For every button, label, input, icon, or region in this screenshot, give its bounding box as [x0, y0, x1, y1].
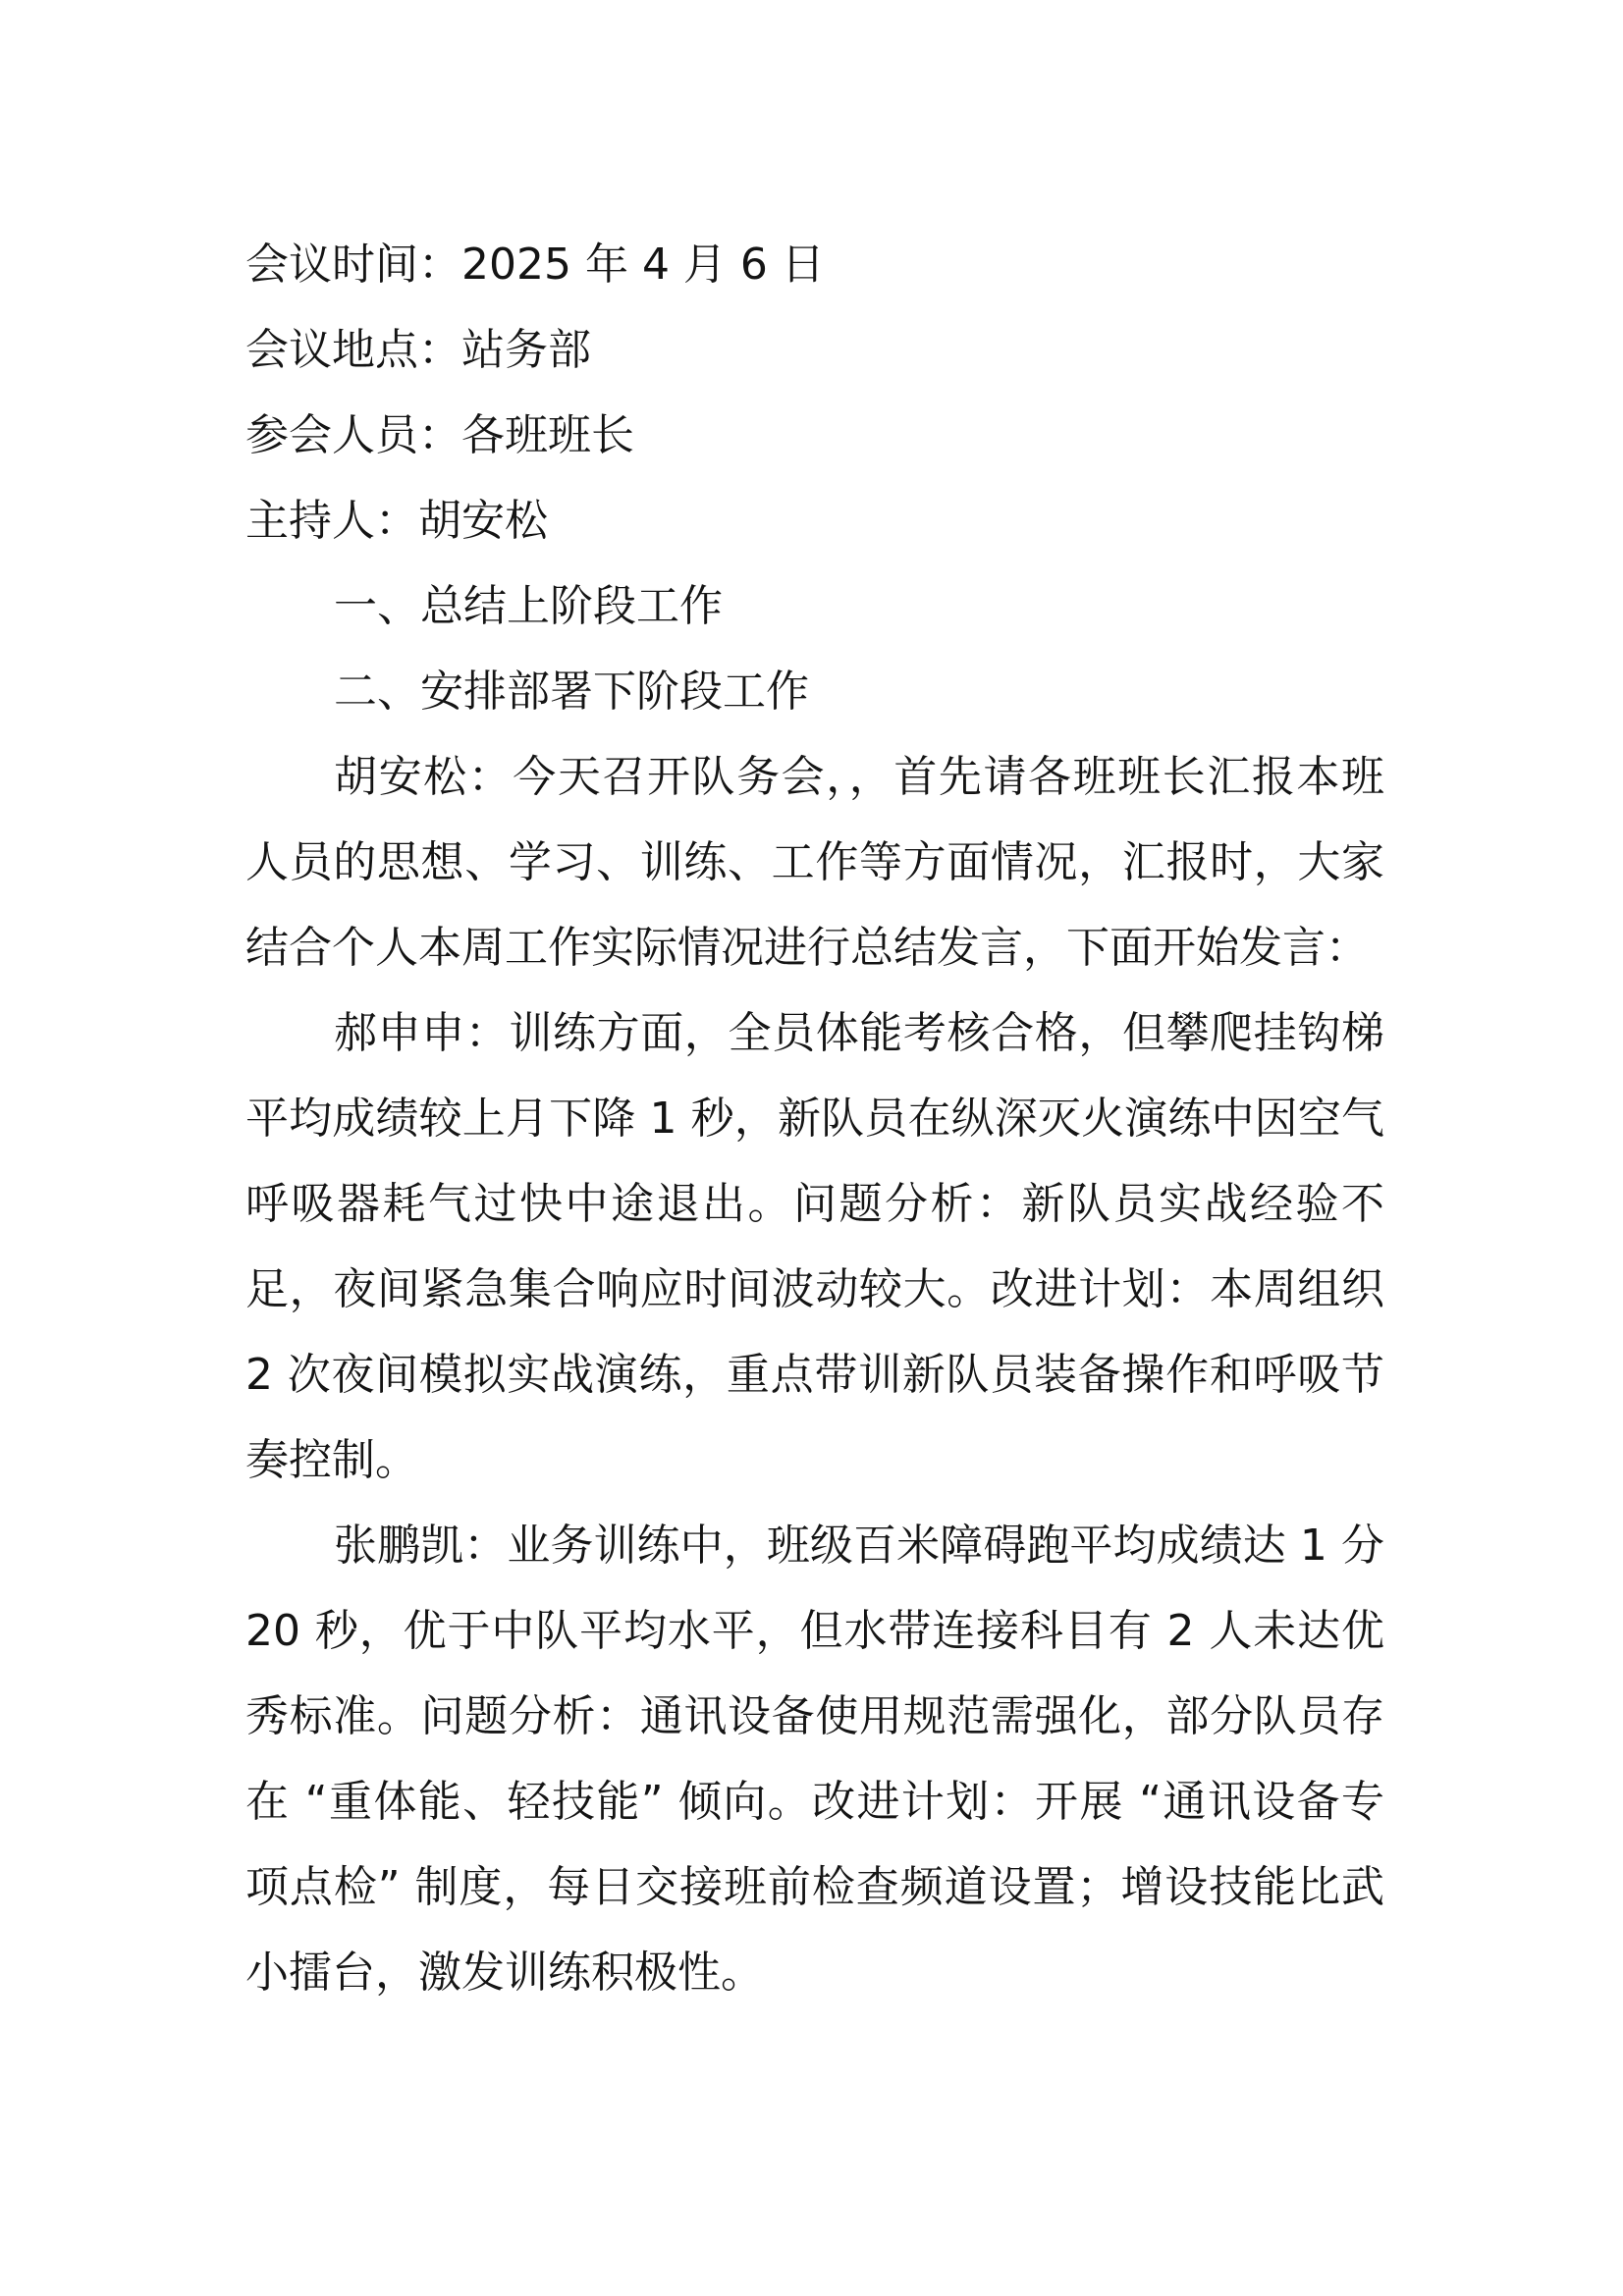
- meeting-attendees: 参会人员：各班班长: [245, 410, 634, 460]
- speech-paragraph: 胡安松：今天召开队务会，，首先请各班班长汇报本班人员的思想、学习、训练、工作等方面情况，汇报时，大家结合个人本周工作实际情况进行总结发言，下面开始发言：: [245, 752, 1384, 973]
- meeting-minutes: [245, 222, 1384, 2015]
- speech-paragraph: 郝申申：训练方面，全员体能考核合格，但攀爬挂钩梯平均成绩较上月下降 1 秒，新队员在纵深灭火演练中因空气呼吸器耗气过快中途退出。问题分析：新队员实战经验不足，夜间紧急集合响应时间波动较大。改进计划：本周组织 2 次夜间模拟实战演练，重点带训新队员装备操作和呼吸节奏控制。: [245, 1008, 1384, 1485]
- meeting-time: 会议时间：2025 年 4 月 6 日: [245, 240, 825, 290]
- meeting-host: 主持人：胡安松: [245, 496, 548, 546]
- agenda-item: 一、总结上阶段工作: [334, 581, 723, 631]
- speech-paragraph: 张鹏凯：业务训练中，班级百米障碍跑平均成绩达 1 分 20 秒，优于中队平均水平，但水带连接科目有 2 人未达优秀标准。问题分析：通讯设备使用规范需强化，部分队员存在 “重体能、轻技能” 倾向。改进计划：开展 “通讯设备专项点检” 制度，每日交接班前检查频道设置；增设技能比武小擂台，激发训练积极性。: [245, 1521, 1384, 1998]
- meeting-location: 会议地点：站务部: [245, 325, 591, 375]
- agenda-item: 二、安排部署下阶段工作: [334, 667, 809, 717]
